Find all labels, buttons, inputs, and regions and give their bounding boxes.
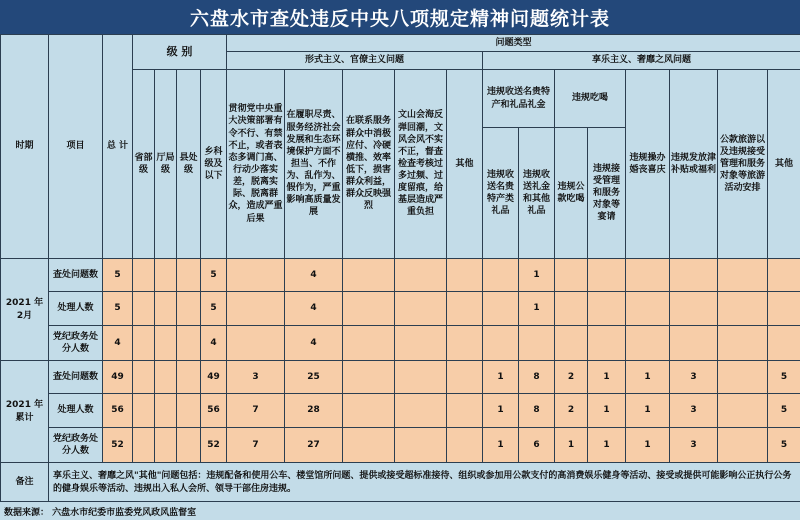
value-cell: 7 — [227, 394, 285, 428]
value-cell — [588, 292, 626, 326]
header-bureau: 厅局级 — [155, 70, 177, 259]
value-cell: 49 — [103, 361, 133, 394]
value-cell: 3 — [670, 361, 718, 394]
table-row — [1, 428, 800, 463]
value-cell — [177, 259, 201, 292]
value-cell — [133, 326, 155, 361]
header-township: 乡科级及以下 — [201, 70, 227, 259]
header-formalism: 形式主义、官僚主义问题 — [227, 52, 483, 70]
value-cell — [519, 326, 555, 361]
value-cell: 1 — [483, 428, 519, 463]
item-cell: 党纪政务处分人数 — [49, 428, 103, 463]
value-cell — [227, 259, 285, 292]
header-formalism-4: 文山会海反弹回潮，文风会风不实不正，督查检查考核过多过频、过度留痕，给基层造成严重负担 — [395, 70, 447, 259]
value-cell — [395, 361, 447, 394]
value-cell: 1 — [588, 361, 626, 394]
value-cell: 4 — [285, 326, 343, 361]
period-cell: 2021 年 2月 — [1, 259, 49, 361]
header-county: 县处级 — [177, 70, 201, 259]
value-cell — [227, 292, 285, 326]
value-cell: 5 — [201, 292, 227, 326]
value-cell — [588, 259, 626, 292]
value-cell — [555, 292, 588, 326]
value-cell — [483, 259, 519, 292]
header-hedonism-other: 其他 — [768, 70, 800, 259]
data-source: 数据来源： 六盘水市纪委市监委党风政风监督室 — [0, 501, 800, 520]
value-cell — [133, 394, 155, 428]
value-cell: 3 — [670, 394, 718, 428]
value-cell: 28 — [285, 394, 343, 428]
value-cell — [718, 292, 768, 326]
value-cell — [447, 394, 483, 428]
value-cell — [447, 361, 483, 394]
value-cell — [718, 394, 768, 428]
value-cell: 56 — [201, 394, 227, 428]
value-cell — [718, 259, 768, 292]
value-cell — [768, 259, 800, 292]
value-cell — [343, 361, 395, 394]
value-cell — [718, 428, 768, 463]
header-eating-banquet: 违规接受管理和服务对象等宴请 — [588, 128, 626, 259]
value-cell — [626, 292, 670, 326]
value-cell — [133, 292, 155, 326]
note-label: 备注 — [1, 463, 49, 503]
value-cell — [555, 326, 588, 361]
value-cell: 1 — [588, 428, 626, 463]
value-cell — [626, 326, 670, 361]
value-cell: 56 — [103, 394, 133, 428]
header-travel: 公款旅游以及违规接受管理和服务对象等旅游活动安排 — [718, 70, 768, 259]
value-cell: 5 — [201, 259, 227, 292]
value-cell: 8 — [519, 394, 555, 428]
value-cell — [588, 326, 626, 361]
value-cell — [343, 326, 395, 361]
value-cell: 4 — [103, 326, 133, 361]
value-cell — [177, 361, 201, 394]
value-cell — [343, 259, 395, 292]
value-cell — [343, 428, 395, 463]
value-cell — [670, 259, 718, 292]
value-cell — [447, 428, 483, 463]
header-gift: 违规收送名贵特产和礼品礼金 — [483, 70, 555, 128]
value-cell: 1 — [483, 361, 519, 394]
value-cell: 4 — [201, 326, 227, 361]
value-cell: 7 — [227, 428, 285, 463]
header-period: 时期 — [1, 35, 49, 259]
value-cell — [133, 428, 155, 463]
value-cell — [133, 259, 155, 292]
value-cell — [395, 259, 447, 292]
value-cell: 25 — [285, 361, 343, 394]
value-cell: 1 — [626, 428, 670, 463]
value-cell — [395, 292, 447, 326]
item-cell: 处理人数 — [49, 292, 103, 326]
value-cell: 1 — [626, 361, 670, 394]
value-cell — [155, 326, 177, 361]
value-cell: 3 — [670, 428, 718, 463]
value-cell — [447, 326, 483, 361]
table-row — [1, 259, 800, 292]
header-formalism-2: 在履职尽责、服务经济社会发展和生态环境保护方面不担当、不作为、乱作为、假作为，严重影响高质量发展 — [285, 70, 343, 259]
value-cell: 2 — [555, 394, 588, 428]
header-gift-money: 违规收送礼金和其他礼品 — [519, 128, 555, 259]
item-cell: 查处问题数 — [49, 259, 103, 292]
value-cell — [177, 428, 201, 463]
value-cell — [177, 326, 201, 361]
value-cell — [670, 292, 718, 326]
value-cell: 1 — [519, 292, 555, 326]
value-cell: 5 — [103, 259, 133, 292]
value-cell: 6 — [519, 428, 555, 463]
header-level-group: 级 别 — [133, 35, 227, 70]
value-cell: 5 — [768, 428, 800, 463]
header-hedonism: 享乐主义、奢靡之风问题 — [483, 52, 800, 70]
value-cell: 1 — [626, 394, 670, 428]
value-cell — [483, 326, 519, 361]
value-cell — [155, 259, 177, 292]
item-cell: 查处问题数 — [49, 361, 103, 394]
value-cell: 4 — [285, 259, 343, 292]
header-total: 总 计 — [103, 35, 133, 259]
statistics-table — [0, 34, 800, 503]
header-formalism-3: 在联系服务群众中消极应付、冷硬横推、效率低下，损害群众利益，群众反映强烈 — [343, 70, 395, 259]
value-cell — [768, 292, 800, 326]
value-cell — [155, 394, 177, 428]
header-eating-public: 违规公款吃喝 — [555, 128, 588, 259]
header-provincial: 省部级 — [133, 70, 155, 259]
value-cell: 5 — [768, 361, 800, 394]
value-cell: 1 — [555, 428, 588, 463]
value-cell: 1 — [519, 259, 555, 292]
value-cell: 52 — [103, 428, 133, 463]
value-cell — [155, 428, 177, 463]
item-cell: 处理人数 — [49, 394, 103, 428]
value-cell — [343, 292, 395, 326]
value-cell — [483, 292, 519, 326]
value-cell: 27 — [285, 428, 343, 463]
period-cell: 2021 年 累计 — [1, 361, 49, 463]
table-row — [1, 326, 800, 361]
header-gift-specialty: 违规收送名贵特产类礼品 — [483, 128, 519, 259]
header-item: 项目 — [49, 35, 103, 259]
value-cell: 2 — [555, 361, 588, 394]
value-cell — [133, 361, 155, 394]
value-cell — [395, 394, 447, 428]
value-cell: 3 — [227, 361, 285, 394]
value-cell — [395, 326, 447, 361]
value-cell: 5 — [103, 292, 133, 326]
value-cell — [177, 394, 201, 428]
value-cell — [626, 259, 670, 292]
value-cell: 4 — [285, 292, 343, 326]
value-cell: 8 — [519, 361, 555, 394]
value-cell: 1 — [588, 394, 626, 428]
header-formalism-1: 贯彻党中央重大决策部署有令不行、有禁不止，或者表态多调门高、行动少落实差，脱离实际、脱离群众，造成严重后果 — [227, 70, 285, 259]
table-row — [1, 292, 800, 326]
value-cell — [718, 361, 768, 394]
value-cell: 52 — [201, 428, 227, 463]
value-cell — [227, 326, 285, 361]
value-cell — [447, 292, 483, 326]
value-cell: 1 — [483, 394, 519, 428]
header-problem-type: 问题类型 — [227, 35, 800, 52]
value-cell — [177, 292, 201, 326]
table-row — [1, 394, 800, 428]
header-eating: 违规吃喝 — [555, 70, 626, 128]
value-cell — [343, 394, 395, 428]
value-cell — [670, 326, 718, 361]
report-title: 六盘水市查处违反中央八项规定精神问题统计表 — [0, 0, 800, 34]
value-cell — [718, 326, 768, 361]
value-cell: 5 — [768, 394, 800, 428]
header-wedding: 违规操办婚丧喜庆 — [626, 70, 670, 259]
value-cell — [555, 259, 588, 292]
table-row — [1, 361, 800, 394]
value-cell — [447, 259, 483, 292]
value-cell — [155, 292, 177, 326]
item-cell: 党纪政务处分人数 — [49, 326, 103, 361]
value-cell — [768, 326, 800, 361]
header-subsidy: 违规发放津补贴或福利 — [670, 70, 718, 259]
header-formalism-other: 其他 — [447, 70, 483, 259]
value-cell: 49 — [201, 361, 227, 394]
note-text: 享乐主义、奢靡之风"其他"问题包括：违规配备和使用公车、楼堂馆所问题、提供或接受超标准接待、组织或参加用公款支付的高消费娱乐健身等活动、接受或提供可能影响公正执行公务的健身娱乐等活动、违规出入私人会所、领导干部住房违规。 — [49, 463, 800, 503]
value-cell — [395, 428, 447, 463]
value-cell — [155, 361, 177, 394]
